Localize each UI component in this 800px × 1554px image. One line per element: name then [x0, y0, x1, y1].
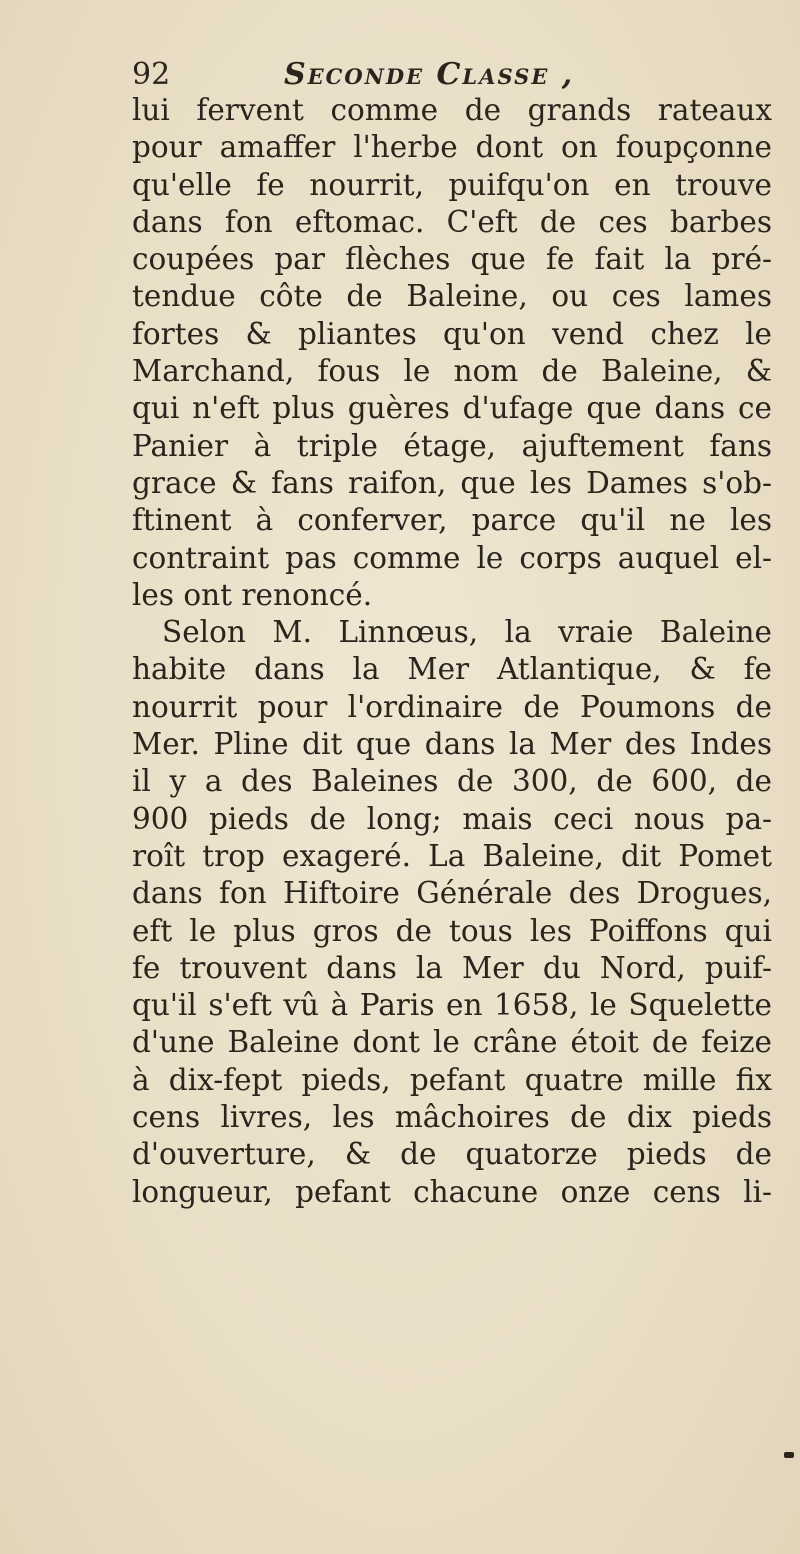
text-line: à dix-fept pieds, pefant quatre mille fix [132, 1062, 772, 1097]
body-text [132, 92, 772, 1211]
text-line: cens livres, les mâchoires de dix pieds [132, 1100, 772, 1135]
text-line: roît trop exageré. La Baleine, dit Pomet [132, 838, 772, 873]
text-line: d'une Baleine dont le crâne étoit de feize [132, 1025, 772, 1060]
text-line: tendue côte de Baleine, ou ces lames [132, 279, 772, 314]
text-line: qu'il s'eft vû à Paris en 1658, le Squelette [132, 988, 772, 1023]
text-line: coupées par flèches que fe fait la pré- [132, 242, 772, 277]
text-line: Mer. Pline dit que dans la Mer des Indes [132, 727, 772, 762]
text-line: qui n'eft plus guères d'ufage que dans ce [132, 391, 772, 426]
text-line: dans fon Hiftoire Générale des Drogues, [132, 876, 772, 911]
text-line: fe trouvent dans la Mer du Nord, puif- [132, 950, 772, 985]
text-line: pour amaffer l'herbe dont on foupçonne [132, 130, 772, 165]
text-line: nourrit pour l'ordinaire de Poumons de [132, 689, 772, 724]
text-line: eft le plus gros de tous les Poiffons qui [132, 913, 772, 948]
ink-mark [784, 1452, 794, 1458]
text-line: dans fon eftomac. C'eft de ces barbes [132, 204, 772, 239]
text-line: habite dans la Mer Atlantique, & fe [132, 652, 772, 687]
text-line: il y a des Baleines de 300, de 600, de [132, 764, 772, 799]
text-line: Panier à triple étage, ajuftement fans [132, 428, 772, 463]
text-line: Marchand, fous le nom de Baleine, & [132, 354, 772, 389]
text-line: fortes & pliantes qu'on vend chez le [132, 316, 772, 351]
running-head [132, 54, 772, 96]
text-line: Selon M. Linnœus, la vraie Baleine [162, 615, 772, 650]
text-line: 900 pieds de long; mais ceci nous pa- [132, 801, 772, 836]
running-title: Seconde Classe , [284, 57, 575, 92]
text-line: d'ouverture, & de quatorze pieds de [132, 1137, 772, 1172]
text-line: grace & fans raifon, que les Dames s'ob- [132, 465, 772, 500]
text-line: contraint pas comme le corps auquel el- [132, 540, 772, 575]
text-line: qu'elle fe nourrit, puifqu'on en trouve [132, 167, 772, 202]
text-line: ftinent à conferver, parce qu'il ne les [132, 503, 772, 538]
text-line: longueur, pefant chacune onze cens li- [132, 1174, 772, 1209]
page-number: 92 [132, 57, 171, 92]
text-line: les ont renoncé. [132, 577, 373, 612]
text-line: lui fervent comme de grands rateaux [132, 93, 772, 127]
